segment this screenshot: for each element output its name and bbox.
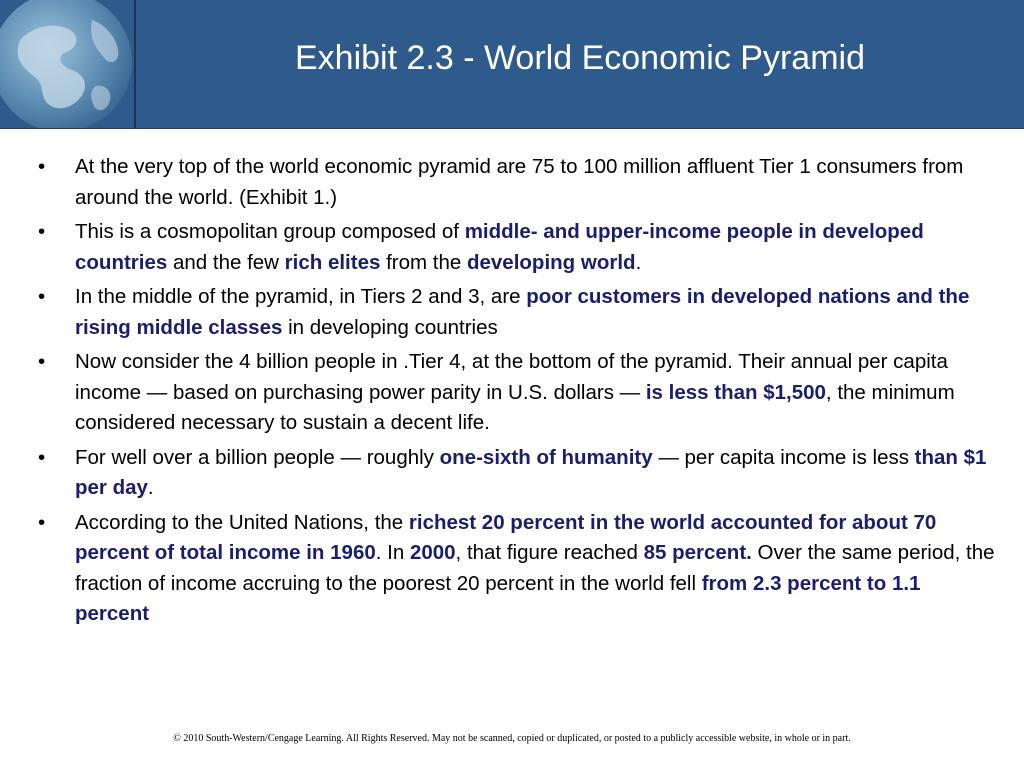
- body-text: — per capita income is less: [652, 445, 915, 469]
- highlighted-text: from 2.3 percent to 1.1 percent: [75, 571, 921, 625]
- body-text: Now consider the 4 billion people in .Tier 4, at the bottom of the pyramid. Their annual per capita income — based on purchasing power parity in U.S. dollars —: [75, 350, 948, 404]
- highlighted-text: developing world: [466, 250, 636, 274]
- body-text: According to the United Nations, the: [75, 510, 409, 534]
- header-bar: [0, 0, 1024, 129]
- bullet-marker: •: [38, 285, 46, 308]
- bullet-item: [38, 282, 998, 343]
- body-text: , the minimum considered necessary to sustain a decent life.: [75, 380, 955, 434]
- copyright-footer: © 2010 South-Western/Cengage Learning. All Rights Reserved. May not be scanned, copied or duplicated, or posted to a publicly accessible website, in whole or in part.: [173, 733, 851, 744]
- bullet-marker: •: [38, 350, 46, 373]
- bullet-list: [38, 152, 998, 634]
- bullet-item: [38, 443, 998, 504]
- page-title: Exhibit 2.3 - World Economic Pyramid: [294, 39, 865, 77]
- body-text: Over the same period, the fraction of income accruing to the poorest 20 percent in the world fell: [75, 541, 995, 595]
- bullet-item: [38, 152, 998, 213]
- body-text: In the middle of the pyramid, in Tiers 2 and 3, are: [75, 285, 527, 308]
- highlighted-text: one-sixth of humanity: [439, 445, 653, 469]
- bullet-marker: •: [38, 510, 46, 534]
- bullet-marker: •: [38, 155, 46, 178]
- body-text: .: [147, 476, 154, 499]
- bullet-item: [38, 347, 998, 439]
- bullet-marker: •: [38, 445, 46, 469]
- body-text: in developing countries: [282, 315, 498, 339]
- highlighted-text: poor customers in developed nations and the rising middle classes: [75, 285, 970, 339]
- body-text: .: [635, 250, 642, 274]
- body-text: and the few: [167, 250, 285, 274]
- highlighted-text: 85 percent.: [643, 541, 752, 564]
- body-text: For well over a billion people — roughly: [75, 445, 440, 469]
- body-text: At the very top of the world economic pyramid are 75 to 100 million affluent Tier 1 consumers from around the world. (Exhibit 1.): [75, 155, 964, 209]
- highlighted-text: than $1 per day: [75, 445, 987, 499]
- globe-icon: [0, 0, 136, 128]
- highlighted-text: rich elites: [284, 250, 381, 274]
- bullet-marker: •: [38, 220, 46, 243]
- body-text: from the: [380, 250, 467, 274]
- bullet-item: [38, 217, 998, 278]
- highlighted-text: is less than $1,500: [645, 380, 826, 404]
- highlighted-text: middle- and upper-income people in developed countries: [75, 220, 924, 274]
- highlighted-text: 2000: [409, 541, 456, 564]
- bullet-item: [38, 508, 998, 630]
- highlighted-text: richest 20 percent in the world accounted for about 70 percent of total income in 1960: [75, 510, 937, 564]
- body-text: , that figure reached: [455, 541, 644, 564]
- body-text: This is a cosmopolitan group composed of: [75, 220, 465, 243]
- body-text: . In: [375, 541, 410, 564]
